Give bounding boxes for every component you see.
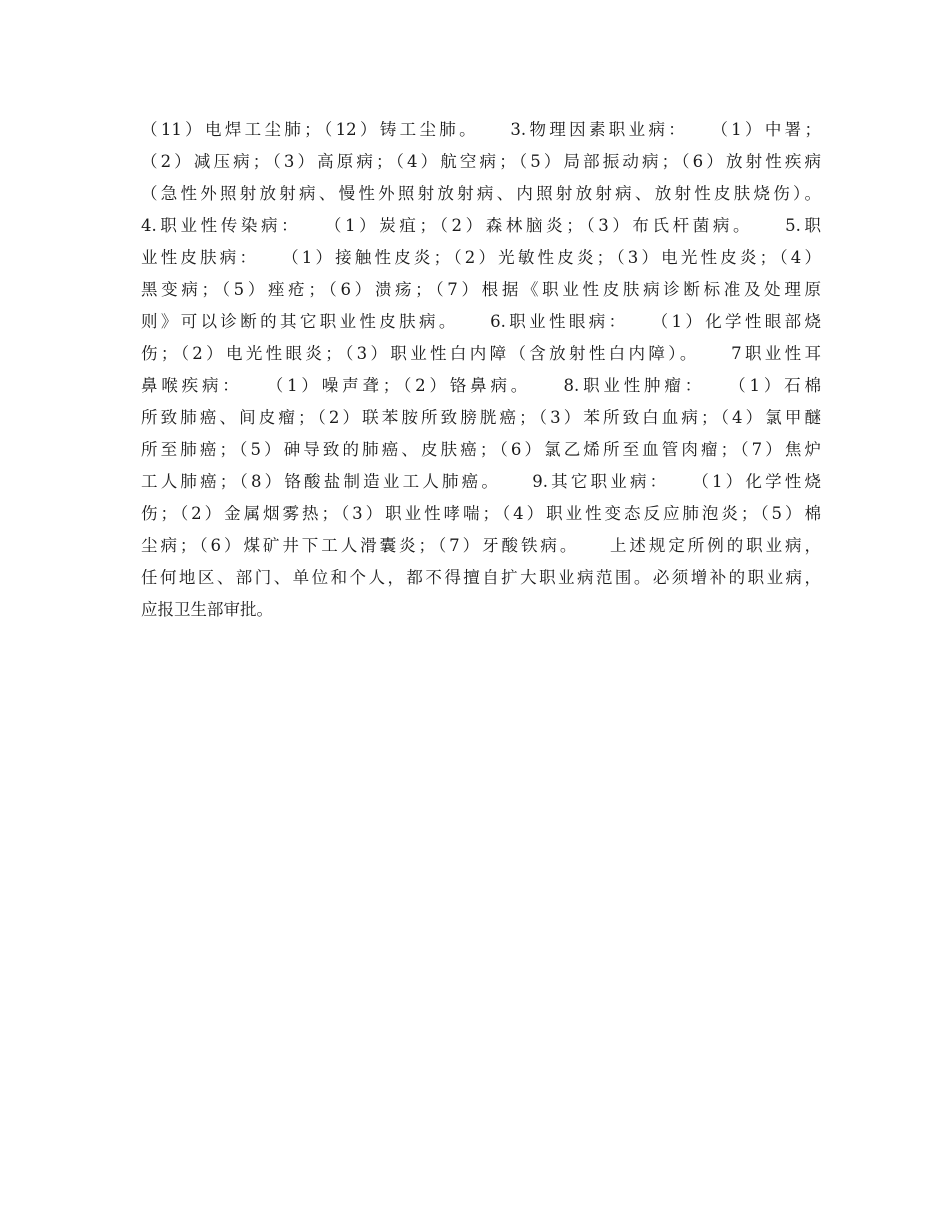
text-line: 鼻喉疾病： （1）噪声聋；（2）铬鼻病。 8.职业性肿瘤： （1）石棉 (141, 376, 821, 395)
text-line: 所至肺癌；（5）砷导致的肺癌、皮肤癌；（6）氯乙烯所至血管肉瘤；（7）焦炉 (141, 440, 821, 459)
text-line: 业性皮肤病： （1）接触性皮炎；（2）光敏性皮炎；（3）电光性皮炎；（4） (141, 248, 821, 267)
text-line: 伤；（2）电光性眼炎；（3）职业性白内障（含放射性白内障）。 7职业性耳 (141, 344, 821, 363)
text-line: 任何地区、部门、单位和个人，都不得擅自扩大职业病范围。必须增补的职业病， (141, 568, 821, 587)
text-line: 尘病；（6）煤矿井下工人滑囊炎；（7）牙酸铁病。 上述规定所例的职业病， (141, 536, 821, 555)
text-line: （2）减压病；（3）高原病；（4）航空病；（5）局部振动病；（6）放射性疾病 (141, 152, 821, 171)
text-line: 所致肺癌、间皮瘤；（2）联苯胺所致膀胱癌；（3）苯所致白血病；（4）氯甲醚 (141, 408, 821, 427)
text-line: 则》可以诊断的其它职业性皮肤病。 6.职业性眼病： （1）化学性眼部烧 (141, 312, 821, 331)
text-line: 应报卫生部审批。 (141, 600, 273, 619)
body-text (141, 114, 821, 626)
text-line: 黑变病；（5）痤疮；（6）溃疡；（7）根据《职业性皮肤病诊断标准及处理原 (141, 280, 821, 299)
text-line: 伤；（2）金属烟雾热；（3）职业性哮喘；（4）职业性变态反应肺泡炎；（5）棉 (141, 504, 821, 523)
text-line: （急性外照射放射病、慢性外照射放射病、内照射放射病、放射性皮肤烧伤）。 (141, 184, 821, 203)
text-line: 4.职业性传染病： （1）炭疽；（2）森林脑炎；（3）布氏杆菌病。 5.职 (141, 216, 821, 235)
text-line: 工人肺癌；（8）铬酸盐制造业工人肺癌。 9.其它职业病： （1）化学性烧 (141, 472, 821, 491)
text-line: （11）电焊工尘肺；（12）铸工尘肺。 3.物理因素职业病： （1）中署； (141, 120, 821, 139)
